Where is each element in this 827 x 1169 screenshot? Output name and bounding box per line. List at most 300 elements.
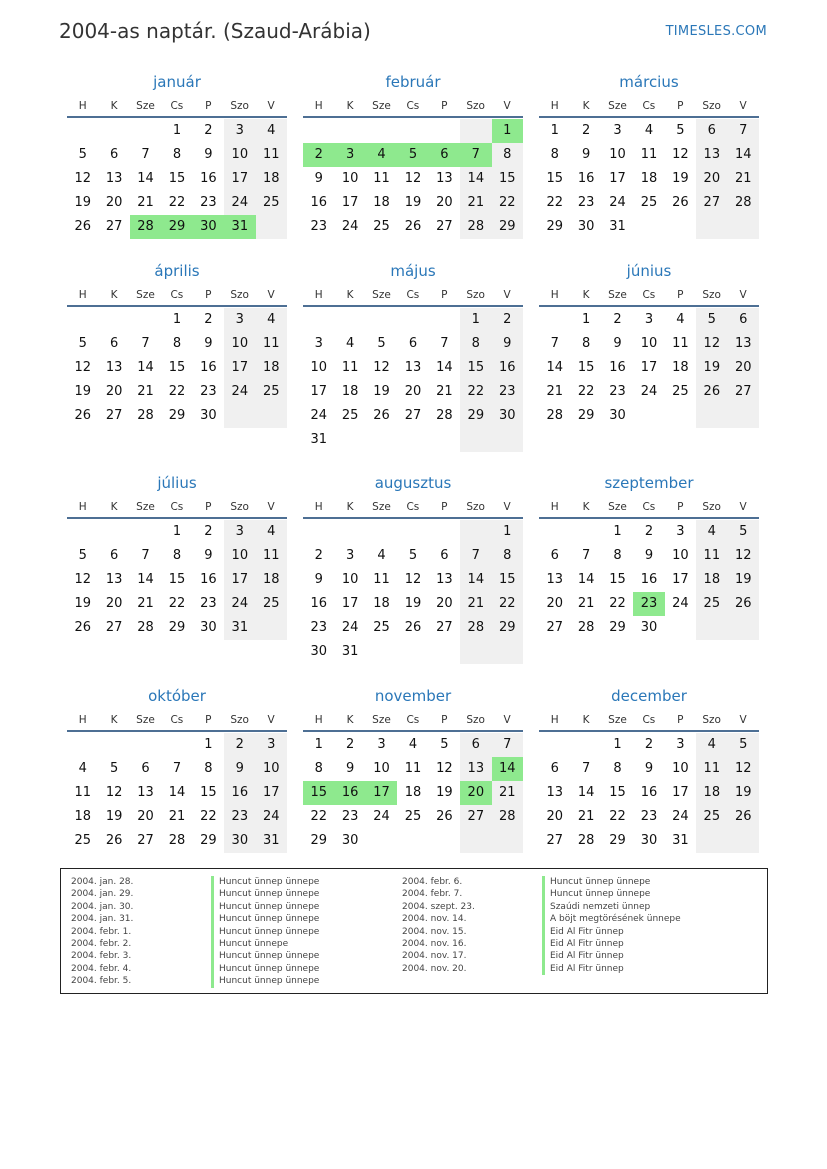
day-cell: 17 xyxy=(224,356,255,380)
empty-cell xyxy=(665,616,696,640)
weekday-label: V xyxy=(739,714,747,726)
day-cell: 15 xyxy=(168,360,186,375)
month-calendar xyxy=(537,72,759,239)
day-cell: 20 xyxy=(460,781,491,805)
day-cell: 5 xyxy=(397,143,428,167)
day-grid xyxy=(539,733,759,853)
day-cell: 12 xyxy=(74,572,91,587)
legend-holiday-name: Huncut ünnep ünnepe xyxy=(211,926,319,938)
day-cell: 7 xyxy=(172,761,182,776)
day-cell: 30 xyxy=(193,215,224,239)
empty-cell xyxy=(256,215,287,239)
day-cell: 7 xyxy=(141,147,150,162)
day-cell: 11 xyxy=(696,757,727,781)
day-cell: 2 xyxy=(204,312,213,327)
empty-cell xyxy=(570,520,601,544)
day-cell: 16 xyxy=(334,781,365,805)
day-cell: 5 xyxy=(377,336,386,351)
day-cell: 15 xyxy=(492,167,523,191)
weekday-header xyxy=(539,710,759,732)
day-cell: 27 xyxy=(436,219,453,234)
day-cell: 4 xyxy=(366,143,397,167)
day-cell: 29 xyxy=(609,620,626,635)
day-cell: 2 xyxy=(224,733,255,757)
day-cell: 26 xyxy=(74,219,91,234)
day-cell: 20 xyxy=(728,356,759,380)
empty-cell xyxy=(429,829,460,853)
day-cell: 21 xyxy=(492,781,523,805)
day-cell: 27 xyxy=(546,833,563,848)
weekday-label: V xyxy=(267,289,275,301)
empty-cell xyxy=(570,733,601,757)
month-calendar xyxy=(301,72,523,239)
weekday-label: Sze xyxy=(372,289,391,301)
day-cell: 26 xyxy=(404,620,422,635)
day-grid xyxy=(303,733,523,853)
legend-date: 2004. febr. 3. xyxy=(71,951,132,962)
day-cell: 28 xyxy=(137,620,154,635)
empty-cell xyxy=(130,308,161,332)
day-cell: 19 xyxy=(404,596,422,611)
weekday-label: Cs xyxy=(170,289,184,301)
day-cell: 4 xyxy=(256,308,287,332)
empty-cell xyxy=(366,308,397,332)
empty-cell xyxy=(303,520,334,544)
empty-cell xyxy=(366,520,397,544)
empty-cell xyxy=(633,215,664,239)
day-cell: 16 xyxy=(640,572,658,587)
day-cell: 21 xyxy=(460,191,491,215)
empty-cell xyxy=(397,119,428,143)
day-cell: 6 xyxy=(728,308,759,332)
day-cell: 3 xyxy=(334,143,365,167)
day-cell: 3 xyxy=(377,737,386,752)
day-cell: 21 xyxy=(460,592,491,616)
empty-cell xyxy=(130,520,161,544)
day-cell: 24 xyxy=(341,620,359,635)
empty-cell xyxy=(696,616,727,640)
day-cell: 6 xyxy=(109,336,119,351)
weekday-header xyxy=(539,96,759,118)
day-cell: 19 xyxy=(728,781,759,805)
day-cell: 21 xyxy=(137,195,154,210)
day-grid xyxy=(539,520,759,640)
day-cell: 3 xyxy=(224,520,255,544)
day-cell: 6 xyxy=(109,548,119,563)
day-cell: 10 xyxy=(672,761,689,776)
legend-holiday-name: Huncut ünnep ünnepe xyxy=(211,963,319,975)
day-cell: 5 xyxy=(696,308,727,332)
legend-date: 2004. nov. 20. xyxy=(402,963,467,974)
weekday-label: H xyxy=(78,501,87,513)
day-cell: 17 xyxy=(640,360,658,375)
weekday-label: K xyxy=(582,714,590,726)
legend-date: 2004. jan. 30. xyxy=(71,901,134,912)
day-cell: 22 xyxy=(609,596,626,611)
empty-cell xyxy=(98,520,129,544)
day-grid xyxy=(303,308,523,452)
weekday-header xyxy=(67,285,287,307)
day-cell: 29 xyxy=(161,215,192,239)
day-cell: 15 xyxy=(609,572,626,587)
day-cell: 14 xyxy=(436,360,453,375)
weekday-label: P xyxy=(441,100,448,112)
day-cell: 13 xyxy=(696,143,727,167)
day-cell: 15 xyxy=(168,171,186,186)
day-cell: 8 xyxy=(172,548,182,563)
month-name: december xyxy=(611,687,687,705)
day-cell: 28 xyxy=(460,616,491,640)
day-cell: 10 xyxy=(373,761,390,776)
day-grid xyxy=(67,308,287,428)
day-cell: 28 xyxy=(492,805,523,829)
day-cell: 11 xyxy=(256,143,287,167)
day-cell: 16 xyxy=(492,356,523,380)
day-cell: 11 xyxy=(373,171,390,186)
weekday-header xyxy=(67,497,287,519)
day-cell: 18 xyxy=(696,781,727,805)
day-cell: 4 xyxy=(676,312,685,327)
empty-cell xyxy=(492,428,523,452)
weekday-label: P xyxy=(441,714,448,726)
day-cell: 24 xyxy=(341,219,359,234)
weekday-label: K xyxy=(110,501,118,513)
day-cell: 10 xyxy=(609,147,626,162)
legend-date: 2004. febr. 7. xyxy=(402,889,463,900)
day-cell: 20 xyxy=(436,596,453,611)
day-cell: 21 xyxy=(577,596,595,611)
month-name: augusztus xyxy=(374,474,452,492)
day-cell: 27 xyxy=(460,805,491,829)
day-cell: 9 xyxy=(204,336,213,351)
weekday-label: Szo xyxy=(466,501,485,513)
day-cell: 13 xyxy=(436,171,453,186)
weekday-label: P xyxy=(677,289,684,301)
weekday-label: V xyxy=(503,714,511,726)
day-cell: 16 xyxy=(310,596,327,611)
empty-cell xyxy=(334,428,365,452)
weekday-label: Cs xyxy=(406,714,420,726)
day-cell: 27 xyxy=(105,219,123,234)
legend-date: 2004. febr. 4. xyxy=(71,963,132,974)
day-cell: 31 xyxy=(224,616,255,640)
empty-cell xyxy=(303,308,334,332)
day-cell: 1 xyxy=(314,737,323,752)
day-cell: 9 xyxy=(644,761,654,776)
day-cell: 19 xyxy=(728,568,759,592)
day-cell: 14 xyxy=(460,167,491,191)
weekday-label: Sze xyxy=(136,501,155,513)
weekday-label: K xyxy=(110,100,118,112)
day-cell: 24 xyxy=(310,408,327,423)
day-cell: 10 xyxy=(224,544,255,568)
day-cell: 26 xyxy=(404,219,422,234)
empty-cell xyxy=(334,119,365,143)
weekday-header xyxy=(67,96,287,118)
legend-date: 2004. febr. 1. xyxy=(71,926,132,937)
empty-cell xyxy=(665,215,696,239)
empty-cell xyxy=(696,215,727,239)
day-cell: 30 xyxy=(640,620,658,635)
legend-date: 2004. jan. 28. xyxy=(71,877,134,887)
day-cell: 28 xyxy=(436,408,453,423)
weekday-label: Cs xyxy=(642,714,656,726)
empty-cell xyxy=(539,733,570,757)
day-cell: 7 xyxy=(581,761,591,776)
day-cell: 30 xyxy=(492,404,523,428)
empty-cell xyxy=(256,616,287,640)
day-cell: 21 xyxy=(577,809,595,824)
weekday-label: V xyxy=(503,501,511,513)
day-cell: 12 xyxy=(105,785,123,800)
day-cell: 16 xyxy=(577,171,595,186)
day-cell: 24 xyxy=(256,805,287,829)
day-cell: 16 xyxy=(310,195,327,210)
day-cell: 3 xyxy=(256,733,287,757)
day-cell: 24 xyxy=(672,809,689,824)
empty-cell xyxy=(334,520,365,544)
day-cell: 26 xyxy=(728,805,759,829)
day-cell: 9 xyxy=(345,761,355,776)
day-cell: 22 xyxy=(492,592,523,616)
day-cell: 22 xyxy=(168,596,186,611)
day-cell: 31 xyxy=(672,833,689,848)
empty-cell xyxy=(397,428,428,452)
day-cell: 18 xyxy=(373,596,390,611)
day-cell: 15 xyxy=(200,785,217,800)
legend-date: 2004. febr. 5. xyxy=(71,976,132,987)
day-cell: 25 xyxy=(373,620,390,635)
day-cell: 30 xyxy=(609,408,626,423)
day-cell: 1 xyxy=(172,524,182,539)
day-cell: 22 xyxy=(200,809,217,824)
day-cell: 14 xyxy=(137,360,154,375)
day-cell: 7 xyxy=(492,733,523,757)
day-cell: 4 xyxy=(256,520,287,544)
weekday-header xyxy=(539,285,759,307)
day-cell: 14 xyxy=(577,572,595,587)
day-cell: 29 xyxy=(168,408,186,423)
day-cell: 20 xyxy=(546,596,563,611)
day-cell: 17 xyxy=(224,568,255,592)
month-calendar xyxy=(537,261,759,428)
day-cell: 29 xyxy=(609,833,626,848)
day-cell: 15 xyxy=(577,360,595,375)
day-cell: 7 xyxy=(440,336,449,351)
day-cell: 24 xyxy=(609,195,626,210)
weekday-label: K xyxy=(582,289,590,301)
day-cell: 28 xyxy=(137,408,154,423)
day-cell: 16 xyxy=(200,572,217,587)
day-cell: 12 xyxy=(404,171,422,186)
weekday-label: K xyxy=(582,501,590,513)
day-cell: 25 xyxy=(256,380,287,404)
weekday-label: H xyxy=(314,289,323,301)
page-title: 2004-as naptár. (Szaud-Arábia) xyxy=(59,19,371,43)
weekday-label: P xyxy=(677,501,684,513)
day-cell: 8 xyxy=(172,336,182,351)
empty-cell xyxy=(67,308,98,332)
day-cell: 21 xyxy=(728,167,759,191)
weekday-label: Sze xyxy=(372,714,391,726)
day-cell: 27 xyxy=(105,620,123,635)
empty-cell xyxy=(429,520,460,544)
day-cell: 4 xyxy=(696,733,727,757)
month-calendar xyxy=(301,473,523,664)
month-calendar xyxy=(65,686,287,853)
day-cell: 7 xyxy=(550,336,559,351)
day-cell: 24 xyxy=(224,191,255,215)
day-cell: 2 xyxy=(613,312,622,327)
day-cell: 15 xyxy=(460,356,491,380)
day-cell: 25 xyxy=(696,805,727,829)
day-cell: 6 xyxy=(141,761,150,776)
day-cell: 19 xyxy=(404,195,422,210)
day-cell: 12 xyxy=(696,332,727,356)
day-cell: 29 xyxy=(168,620,186,635)
day-cell: 13 xyxy=(436,572,453,587)
day-cell: 30 xyxy=(577,219,595,234)
day-cell: 3 xyxy=(676,737,685,752)
day-cell: 13 xyxy=(728,332,759,356)
empty-cell xyxy=(665,404,696,428)
day-cell: 2 xyxy=(644,524,654,539)
holiday-legend xyxy=(60,868,768,994)
weekday-label: H xyxy=(78,714,87,726)
weekday-label: K xyxy=(110,289,118,301)
weekday-label: Szo xyxy=(702,714,721,726)
day-cell: 13 xyxy=(460,757,491,781)
day-cell: 10 xyxy=(341,171,359,186)
brand-link[interactable]: TIMESLES.COM xyxy=(665,24,767,39)
day-cell: 27 xyxy=(137,833,154,848)
day-cell: 18 xyxy=(640,171,658,186)
day-cell: 29 xyxy=(460,404,491,428)
day-cell: 27 xyxy=(105,408,123,423)
day-cell: 1 xyxy=(492,119,523,143)
weekday-label: V xyxy=(739,100,747,112)
empty-cell xyxy=(366,829,397,853)
day-cell: 5 xyxy=(78,548,87,563)
day-cell: 17 xyxy=(341,195,359,210)
day-cell: 29 xyxy=(492,215,523,239)
weekday-header xyxy=(303,710,523,732)
day-cell: 5 xyxy=(78,336,87,351)
legend-date: 2004. jan. 31. xyxy=(71,914,134,925)
day-cell: 16 xyxy=(200,360,217,375)
day-cell: 12 xyxy=(74,171,91,186)
day-cell: 26 xyxy=(105,833,123,848)
day-cell: 2 xyxy=(204,524,213,539)
day-cell: 28 xyxy=(728,191,759,215)
empty-cell xyxy=(130,733,161,757)
weekday-label: Szo xyxy=(230,714,249,726)
day-cell: 2 xyxy=(314,548,323,563)
day-cell: 18 xyxy=(696,568,727,592)
day-cell: 13 xyxy=(105,171,123,186)
day-cell: 14 xyxy=(492,757,523,781)
day-cell: 31 xyxy=(224,215,255,239)
day-cell: 8 xyxy=(492,544,523,568)
weekday-label: K xyxy=(346,100,354,112)
empty-cell xyxy=(161,733,192,757)
day-cell: 17 xyxy=(672,572,689,587)
empty-cell xyxy=(429,308,460,332)
day-cell: 8 xyxy=(314,761,323,776)
weekday-label: Szo xyxy=(702,289,721,301)
weekday-label: V xyxy=(503,289,511,301)
weekday-header xyxy=(67,710,287,732)
day-cell: 22 xyxy=(609,809,626,824)
day-cell: 17 xyxy=(341,596,359,611)
day-cell: 20 xyxy=(546,809,563,824)
day-cell: 17 xyxy=(256,781,287,805)
day-cell: 19 xyxy=(436,785,453,800)
empty-cell xyxy=(366,119,397,143)
weekday-header xyxy=(539,497,759,519)
weekday-label: V xyxy=(503,100,511,112)
day-cell: 11 xyxy=(373,572,390,587)
weekday-label: Cs xyxy=(406,289,420,301)
empty-cell xyxy=(256,404,287,428)
day-cell: 30 xyxy=(200,408,217,423)
day-cell: 25 xyxy=(373,219,390,234)
weekday-label: V xyxy=(267,501,275,513)
day-cell: 14 xyxy=(137,572,154,587)
day-cell: 12 xyxy=(672,147,689,162)
day-cell: 14 xyxy=(137,171,154,186)
weekday-label: V xyxy=(739,501,747,513)
day-cell: 5 xyxy=(109,761,119,776)
day-cell: 16 xyxy=(224,781,255,805)
day-cell: 10 xyxy=(341,572,359,587)
day-cell: 20 xyxy=(105,384,123,399)
empty-cell xyxy=(492,829,523,853)
day-cell: 13 xyxy=(546,572,563,587)
empty-cell xyxy=(728,215,759,239)
empty-cell xyxy=(539,308,570,332)
day-cell: 13 xyxy=(546,785,563,800)
day-cell: 15 xyxy=(168,572,186,587)
day-cell: 9 xyxy=(581,147,591,162)
day-cell: 8 xyxy=(613,761,622,776)
weekday-label: Sze xyxy=(608,100,627,112)
legend-date: 2004. febr. 6. xyxy=(402,877,463,887)
day-cell: 27 xyxy=(436,620,453,635)
empty-cell xyxy=(429,640,460,664)
day-cell: 21 xyxy=(546,384,563,399)
weekday-label: H xyxy=(550,501,559,513)
day-cell: 23 xyxy=(200,384,217,399)
day-cell: 23 xyxy=(640,809,658,824)
day-cell: 28 xyxy=(130,215,161,239)
day-cell: 27 xyxy=(728,380,759,404)
empty-cell xyxy=(67,520,98,544)
month-calendar xyxy=(301,686,523,853)
day-cell: 4 xyxy=(408,737,418,752)
weekday-label: V xyxy=(267,100,275,112)
weekday-label: P xyxy=(677,714,684,726)
weekday-label: Sze xyxy=(136,289,155,301)
day-cell: 14 xyxy=(460,568,491,592)
day-cell: 12 xyxy=(728,544,759,568)
weekday-label: K xyxy=(346,714,354,726)
month-name: április xyxy=(154,262,200,280)
day-cell: 25 xyxy=(256,592,287,616)
legend-holiday-name: Huncut ünnep ünnepe xyxy=(211,901,319,913)
day-cell: 23 xyxy=(200,596,217,611)
weekday-header xyxy=(303,96,523,118)
